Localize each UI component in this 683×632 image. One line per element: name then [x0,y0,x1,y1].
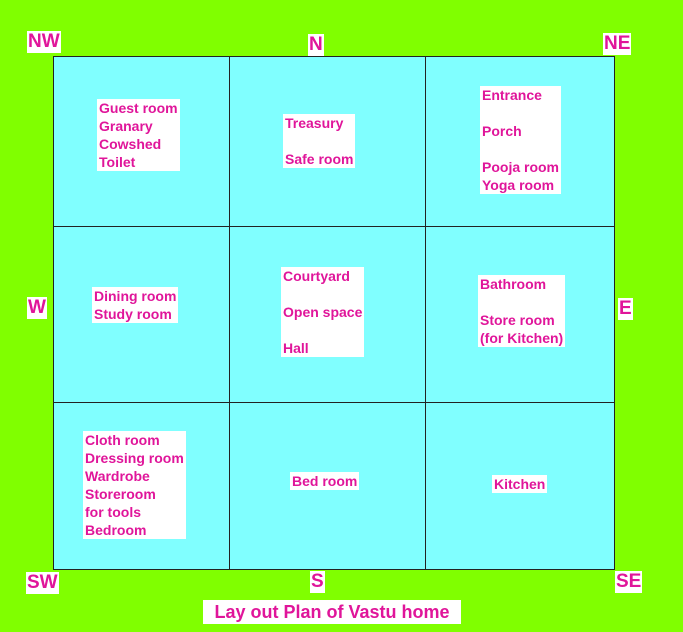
grid-divider-vertical-1 [229,57,230,569]
grid-divider-horizontal-1 [54,226,614,227]
cell-northwest-rooms: Guest room Granary Cowshed Toilet [99,100,178,170]
direction-northeast: NE [604,33,631,54]
cell-southwest-rooms: Cloth room Dressing room Wardrobe Storeroom for tools Bedroom [85,432,184,538]
cell-east-rooms: Bathroom Store room (for Kitchen) [480,276,564,346]
direction-east: E [619,298,632,319]
direction-west: W [28,297,46,318]
cell-south-rooms: Bed room [292,473,358,489]
cell-northeast-rooms: Entrance Porch Pooja room Yoga room [482,87,560,193]
cell-north-rooms: Treasury Safe room [285,115,354,167]
cell-west-rooms: Dining room Study room [94,288,177,322]
direction-south: S [311,571,324,592]
direction-southwest: SW [27,572,58,593]
diagram-title: Lay out Plan of Vastu home [203,600,461,624]
direction-north: N [309,34,323,55]
grid-divider-horizontal-2 [54,402,614,403]
direction-southeast: SE [616,571,642,592]
grid-divider-vertical-2 [425,57,426,569]
cell-center-rooms: Courtyard Open space Hall [283,268,363,356]
cell-southeast-rooms: Kitchen [494,476,546,492]
direction-northwest: NW [28,31,60,52]
